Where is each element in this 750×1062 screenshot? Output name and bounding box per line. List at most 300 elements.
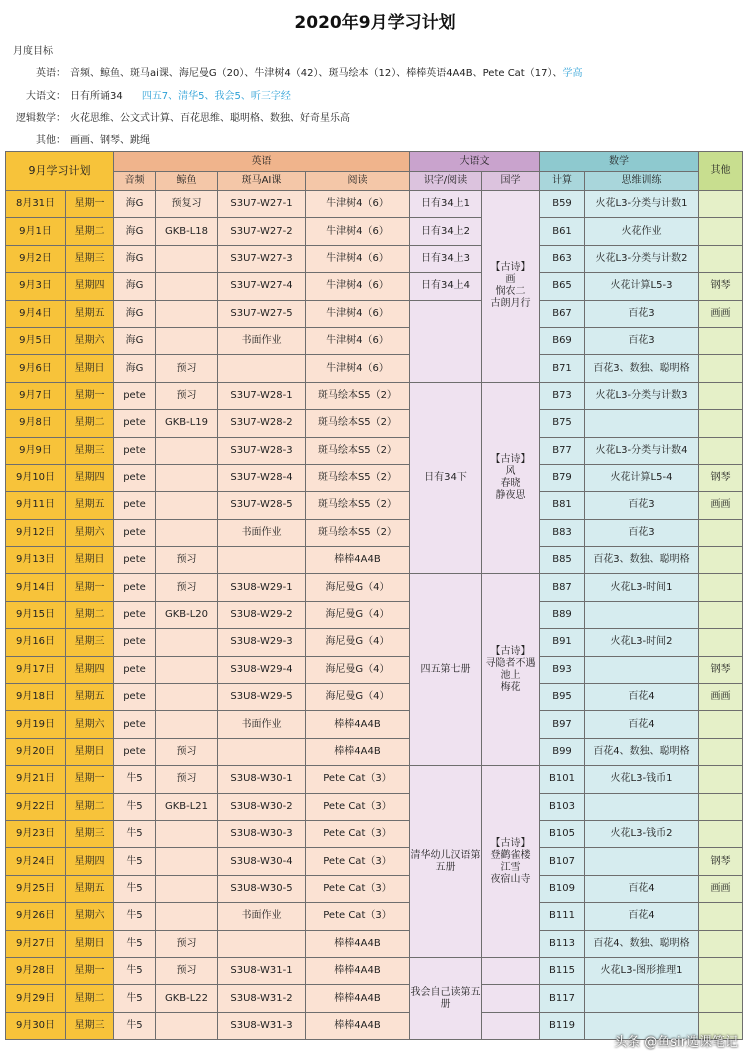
cell-other [699,437,743,464]
cell-reading: 牛津树4（6） [306,273,410,300]
cell-zebra: S3U7-W27-3 [218,245,306,272]
cell-reading: Pete Cat（3） [306,820,410,847]
cell-guoxue [482,985,540,1012]
cell-whale [156,300,218,327]
cell-reading: 海尼曼G（4） [306,656,410,683]
table-row [6,437,743,464]
table-row [6,492,743,519]
cell-reading: 牛津树4（6） [306,245,410,272]
cell-calc: B117 [540,985,585,1012]
cell-weekday: 星期一 [66,191,114,218]
cell-other: 钢琴 [699,273,743,300]
cell-weekday: 星期日 [66,930,114,957]
cell-whale [156,820,218,847]
col-reading: 阅读 [306,172,410,191]
cell-calc: B89 [540,601,585,628]
table-row [6,547,743,574]
cell-audio: 牛5 [114,848,156,875]
cell-audio: 牛5 [114,930,156,957]
cell-other: 钢琴 [699,464,743,491]
cell-zebra: S3U7-W27-2 [218,218,306,245]
cell-whale [156,711,218,738]
cell-other [699,382,743,409]
cell-calc: B103 [540,793,585,820]
cell-other [699,574,743,601]
cell-other [699,957,743,984]
cell-zebra: S3U7-W28-5 [218,492,306,519]
cell-weekday: 星期一 [66,574,114,601]
cell-weekday: 星期五 [66,492,114,519]
cell-whale: GKB-L20 [156,601,218,628]
cell-other [699,218,743,245]
cell-reading: 牛津树4（6） [306,218,410,245]
cell-other: 钢琴 [699,848,743,875]
cell-reading: 斑马绘本S5（2） [306,382,410,409]
cell-weekday: 星期四 [66,464,114,491]
cell-audio: pete [114,656,156,683]
cell-thinking: 百花3、数独、聪明格 [585,355,699,382]
cell-audio: 牛5 [114,1012,156,1039]
cell-zebra: 书面作业 [218,519,306,546]
cell-calc: B71 [540,355,585,382]
cell-weekday: 星期六 [66,711,114,738]
cell-zebra: S3U8-W30-5 [218,875,306,902]
cell-reading: 海尼曼G（4） [306,684,410,711]
cell-audio: 海G [114,355,156,382]
cell-audio: pete [114,629,156,656]
cell-date: 9月21日 [6,766,66,793]
poem-tag: 【古诗】 [490,262,531,274]
cell-date: 9月9日 [6,437,66,464]
cell-weekday: 星期一 [66,957,114,984]
group-other: 其他 [699,152,743,191]
poem-title: 画 [505,274,516,286]
cell-weekday: 星期五 [66,875,114,902]
goal-text: 画画、钢琴、跳绳 [70,135,150,146]
poem-title: 静夜思 [495,490,526,502]
study-plan-table [5,151,743,1040]
cell-literacy: 日有34上3 [410,245,482,272]
cell-calc: B79 [540,464,585,491]
cell-reading: 海尼曼G（4） [306,574,410,601]
cell-whale: 预习 [156,382,218,409]
poem-title: 梅花 [500,681,521,693]
cell-audio: pete [114,547,156,574]
cell-audio: 海G [114,245,156,272]
cell-whale [156,684,218,711]
cell-weekday: 星期六 [66,327,114,354]
cell-date: 9月7日 [6,382,66,409]
cell-date: 9月25日 [6,875,66,902]
table-row [6,629,743,656]
cell-reading: Pete Cat（3） [306,848,410,875]
cell-date: 9月30日 [6,1012,66,1039]
goal-highlight: 学高 [562,68,583,79]
table-row [6,766,743,793]
cell-reading: 棒棒4A4B [306,1012,410,1039]
cell-reading: 棒棒4A4B [306,985,410,1012]
cell-calc: B65 [540,273,585,300]
cell-zebra: S3U8-W30-1 [218,766,306,793]
cell-weekday: 星期三 [66,820,114,847]
cell-literacy: 我会自己读第五册 [410,957,482,1039]
cell-whale [156,327,218,354]
cell-calc: B75 [540,410,585,437]
cell-zebra [218,355,306,382]
cell-whale: GKB-L21 [156,793,218,820]
table-row [6,684,743,711]
cell-calc: B93 [540,656,585,683]
cell-other [699,985,743,1012]
cell-zebra: S3U8-W29-3 [218,629,306,656]
cell-thinking: 百花3 [585,300,699,327]
cell-whale: GKB-L22 [156,985,218,1012]
cell-other [699,327,743,354]
poem-title: 夜宿山寺 [490,873,531,885]
cell-weekday: 星期日 [66,547,114,574]
cell-calc: B99 [540,738,585,765]
cell-thinking [585,848,699,875]
poem-tag: 【古诗】 [490,454,531,466]
cell-weekday: 星期二 [66,601,114,628]
cell-date: 9月28日 [6,957,66,984]
cell-zebra: S3U8-W30-4 [218,848,306,875]
cell-audio: pete [114,574,156,601]
cell-thinking [585,410,699,437]
cell-thinking: 火花L3-分类与计数4 [585,437,699,464]
cell-reading: 牛津树4（6） [306,355,410,382]
cell-weekday: 星期日 [66,355,114,382]
cell-calc: B111 [540,903,585,930]
cell-thinking: 百花4、数独、聪明格 [585,930,699,957]
cell-reading: Pete Cat（3） [306,875,410,902]
cell-zebra: S3U8-W31-1 [218,957,306,984]
col-zebra: 斑马AI课 [218,172,306,191]
cell-whale: 预习 [156,738,218,765]
cell-audio: pete [114,382,156,409]
cell-audio: pete [114,437,156,464]
poem-title: 寻隐者不遇 [485,657,536,669]
goal-label: 英语： [36,68,66,79]
cell-other [699,245,743,272]
table-body [6,191,743,1040]
cell-guoxue [482,957,540,984]
cell-other [699,793,743,820]
cell-date: 9月6日 [6,355,66,382]
cell-reading: 棒棒4A4B [306,547,410,574]
cell-weekday: 星期三 [66,629,114,656]
page-title: 2020年9月学习计划 [294,13,456,33]
cell-date: 9月15日 [6,601,66,628]
cell-audio: 海G [114,273,156,300]
group-english: 英语 [114,152,410,172]
cell-date: 9月8日 [6,410,66,437]
cell-thinking: 火花L3-分类与计数3 [585,382,699,409]
cell-thinking: 火花L3-钱币1 [585,766,699,793]
cell-date: 9月24日 [6,848,66,875]
cell-other [699,820,743,847]
cell-zebra: S3U8-W29-1 [218,574,306,601]
goal-text: 音频、鲸鱼、斑马ai课、海尼曼G（20）、牛津树4（42）、斑马绘本（12）、棒棒英语4A4B、Pete Cat（17）、 [70,68,563,79]
cell-thinking: 百花3 [585,492,699,519]
poem-tag: 【古诗】 [490,837,531,849]
group-chinese: 大语文 [410,152,540,172]
cell-weekday: 星期五 [66,684,114,711]
cell-thinking [585,793,699,820]
watermark: 头条 @鱼sir选课笔记 [614,1035,738,1050]
cell-audio: pete [114,464,156,491]
table-row [6,245,743,272]
cell-literacy: 日有34上2 [410,218,482,245]
cell-weekday: 星期三 [66,245,114,272]
cell-weekday: 星期二 [66,985,114,1012]
cell-calc: B107 [540,848,585,875]
col-calc: 计算 [540,172,585,191]
col-audio: 音频 [114,172,156,191]
group-math: 数学 [540,152,699,172]
cell-other [699,601,743,628]
cell-reading: 斑马绘本S5（2） [306,492,410,519]
cell-zebra: S3U7-W27-4 [218,273,306,300]
cell-audio: pete [114,410,156,437]
cell-audio: 海G [114,327,156,354]
table-row [6,848,743,875]
goal-text: 火花思维、公文式计算、百花思维、聪明格、数独、好奇星乐高 [70,113,350,124]
cell-calc: B87 [540,574,585,601]
cell-reading: Pete Cat（3） [306,793,410,820]
cell-weekday: 星期一 [66,382,114,409]
cell-thinking: 火花L3-分类与计数2 [585,245,699,272]
cell-whale [156,519,218,546]
cell-date: 9月18日 [6,684,66,711]
cell-weekday: 星期日 [66,738,114,765]
cell-other [699,930,743,957]
cell-thinking: 百花4 [585,903,699,930]
poem-title: 春晓 [500,478,521,490]
table-row [6,903,743,930]
goal-text: 日有所诵34 [70,91,123,102]
cell-reading: 牛津树4（6） [306,327,410,354]
cell-thinking: 百花3 [585,327,699,354]
cell-zebra: S3U8-W30-2 [218,793,306,820]
cell-whale: 预习 [156,355,218,382]
cell-audio: 牛5 [114,793,156,820]
table-row [6,574,743,601]
poem-tag: 【古诗】 [490,645,531,657]
cell-audio: pete [114,711,156,738]
cell-thinking: 百花4、数独、聪明格 [585,738,699,765]
poem-title: 登鹳雀楼 [490,849,531,861]
cell-thinking: 火花计算L5-4 [585,464,699,491]
cell-reading: 斑马绘本S5（2） [306,410,410,437]
cell-date: 8月31日 [6,191,66,218]
cell-date: 9月29日 [6,985,66,1012]
cell-calc: B109 [540,875,585,902]
cell-audio: 海G [114,191,156,218]
cell-literacy: 日有34下 [410,382,482,574]
cell-zebra: S3U7-W28-1 [218,382,306,409]
cell-thinking: 火花L3-钱币2 [585,820,699,847]
cell-audio: 海G [114,300,156,327]
cell-weekday: 星期六 [66,903,114,930]
cell-thinking: 百花4 [585,875,699,902]
poem-title: 悯农二 [495,286,526,298]
cell-guoxue [482,382,540,574]
cell-reading: 棒棒4A4B [306,738,410,765]
poem-title: 池上 [500,669,521,681]
cell-date: 9月23日 [6,820,66,847]
cell-calc: B81 [540,492,585,519]
cell-literacy: 日有34上4 [410,273,482,300]
cell-thinking: 火花L3-分类与计数1 [585,191,699,218]
goal-logic [0,109,350,124]
cell-calc: B101 [540,766,585,793]
cell-whale [156,464,218,491]
cell-other [699,355,743,382]
col-thinking: 思维训练 [585,172,699,191]
table-row [6,300,743,327]
cell-zebra: S3U8-W29-5 [218,684,306,711]
cell-zebra [218,738,306,765]
cell-other: 钢琴 [699,656,743,683]
cell-literacy [410,300,482,382]
cell-date: 9月20日 [6,738,66,765]
cell-whale: 预习 [156,574,218,601]
cell-date: 9月27日 [6,930,66,957]
cell-audio: 牛5 [114,903,156,930]
cell-thinking [585,601,699,628]
table-title: 9月学习计划 [6,152,114,191]
cell-calc: B85 [540,547,585,574]
table-row [6,930,743,957]
table-row [6,656,743,683]
cell-thinking [585,985,699,1012]
cell-date: 9月26日 [6,903,66,930]
cell-weekday: 星期六 [66,519,114,546]
cell-whale [156,656,218,683]
table-row [6,355,743,382]
cell-thinking [585,656,699,683]
cell-calc: B59 [540,191,585,218]
cell-zebra: S3U7-W27-1 [218,191,306,218]
cell-calc: B73 [540,382,585,409]
cell-whale [156,875,218,902]
cell-calc: B97 [540,711,585,738]
cell-zebra: S3U7-W28-2 [218,410,306,437]
cell-other [699,738,743,765]
table-row [6,519,743,546]
cell-other [699,766,743,793]
cell-reading: 斑马绘本S5（2） [306,464,410,491]
cell-whale: GKB-L19 [156,410,218,437]
cell-calc: B69 [540,327,585,354]
cell-reading: 棒棒4A4B [306,711,410,738]
cell-whale [156,437,218,464]
table-row [6,793,743,820]
cell-weekday: 星期四 [66,848,114,875]
cell-date: 9月4日 [6,300,66,327]
cell-calc: B95 [540,684,585,711]
goal-label: 其他： [36,135,66,146]
cell-calc: B63 [540,245,585,272]
col-literacy: 识字/阅读 [410,172,482,191]
table-row [6,464,743,491]
goal-other [0,131,150,146]
cell-other [699,519,743,546]
cell-zebra: S3U8-W31-3 [218,1012,306,1039]
cell-whale [156,492,218,519]
poem-title: 风 [505,466,516,478]
cell-zebra: 书面作业 [218,327,306,354]
cell-calc: B91 [540,629,585,656]
cell-other [699,547,743,574]
cell-other [699,191,743,218]
cell-thinking: 百花4 [585,684,699,711]
cell-date: 9月2日 [6,245,66,272]
cell-date: 9月19日 [6,711,66,738]
table-row [6,820,743,847]
cell-other: 画画 [699,684,743,711]
poem-title: 江雪 [500,861,521,873]
goal-highlight: 四五7、清华5、我会5、听三字经 [141,91,291,102]
cell-zebra: S3U8-W31-2 [218,985,306,1012]
cell-zebra: S3U7-W28-4 [218,464,306,491]
cell-audio: pete [114,601,156,628]
cell-calc: B113 [540,930,585,957]
cell-literacy: 日有34上1 [410,191,482,218]
cell-reading: 牛津树4（6） [306,300,410,327]
table-row [6,711,743,738]
cell-weekday: 星期一 [66,766,114,793]
cell-date: 9月1日 [6,218,66,245]
cell-guoxue [482,766,540,958]
cell-literacy: 清华幼儿汉语第五册 [410,766,482,958]
cell-zebra: 书面作业 [218,903,306,930]
cell-zebra: 书面作业 [218,711,306,738]
cell-zebra [218,930,306,957]
cell-other: 画画 [699,300,743,327]
goals-heading: 月度目标 [13,46,53,57]
cell-reading: 海尼曼G（4） [306,601,410,628]
cell-date: 9月22日 [6,793,66,820]
goal-english [0,64,582,79]
table-row [6,273,743,300]
cell-other: 画画 [699,875,743,902]
table-row [6,382,743,409]
col-whale: 鲸鱼 [156,172,218,191]
cell-thinking: 火花L3-图形推理1 [585,957,699,984]
cell-weekday: 星期二 [66,793,114,820]
cell-thinking: 百花3 [585,519,699,546]
cell-date: 9月14日 [6,574,66,601]
cell-whale [156,1012,218,1039]
cell-zebra: S3U7-W28-3 [218,437,306,464]
cell-reading: 棒棒4A4B [306,957,410,984]
table-row [6,218,743,245]
cell-audio: 牛5 [114,766,156,793]
cell-guoxue [482,574,540,766]
cell-thinking: 火花作业 [585,218,699,245]
cell-whale: 预习 [156,957,218,984]
cell-zebra: S3U8-W30-3 [218,820,306,847]
cell-whale: 预习 [156,547,218,574]
table-row [6,327,743,354]
table-row [6,410,743,437]
cell-calc: B61 [540,218,585,245]
cell-weekday: 星期四 [66,273,114,300]
cell-other [699,629,743,656]
cell-audio: pete [114,519,156,546]
